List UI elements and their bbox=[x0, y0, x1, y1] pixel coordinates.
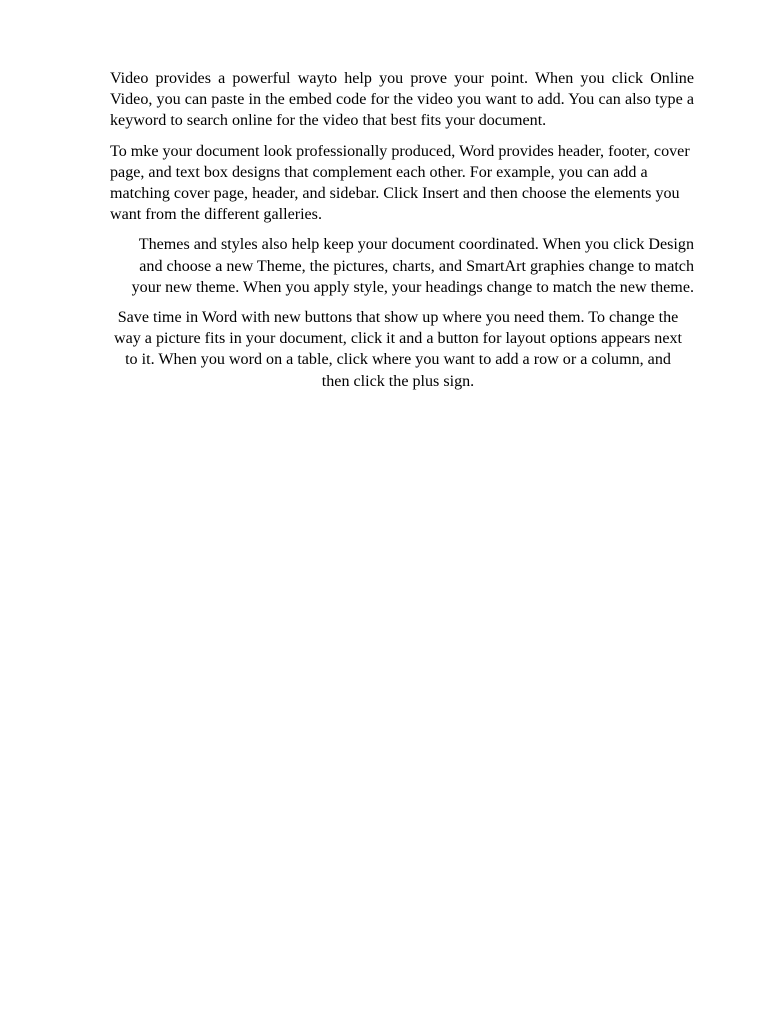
paragraph-centered[interactable]: Save time in Word with new buttons that show up where you need them. To change the way a picture fits in your document, click it and a button for layout options appears next to it. When you word on a table, click where you want to add a row or a column, and then click the plus sign. bbox=[113, 309, 683, 390]
paragraph-right-aligned[interactable]: Themes and styles also help keep your document coordinated. When you click Design and choose a new Theme, the pictures, charts, and SmartArt graphies change to match your new theme. When you apply style, your headings change to match the new theme. bbox=[131, 236, 694, 296]
paragraph-justified[interactable]: Video provides a powerful wayto help you prove your point. When you click Online Video, you can paste in the embed code for the video you want to add. You can also type a keyword to search online for the video that best fits your document. bbox=[110, 70, 694, 130]
document-body[interactable] bbox=[110, 68, 694, 401]
paragraph-left-aligned[interactable]: To mke your document look professionally produced, Word provides header, footer, cover page, and text box designs that complement each other. For example, you can add a matching cover page, header, and sidebar. Click Insert and then choose the elements you want from the different galleries. bbox=[110, 142, 690, 224]
